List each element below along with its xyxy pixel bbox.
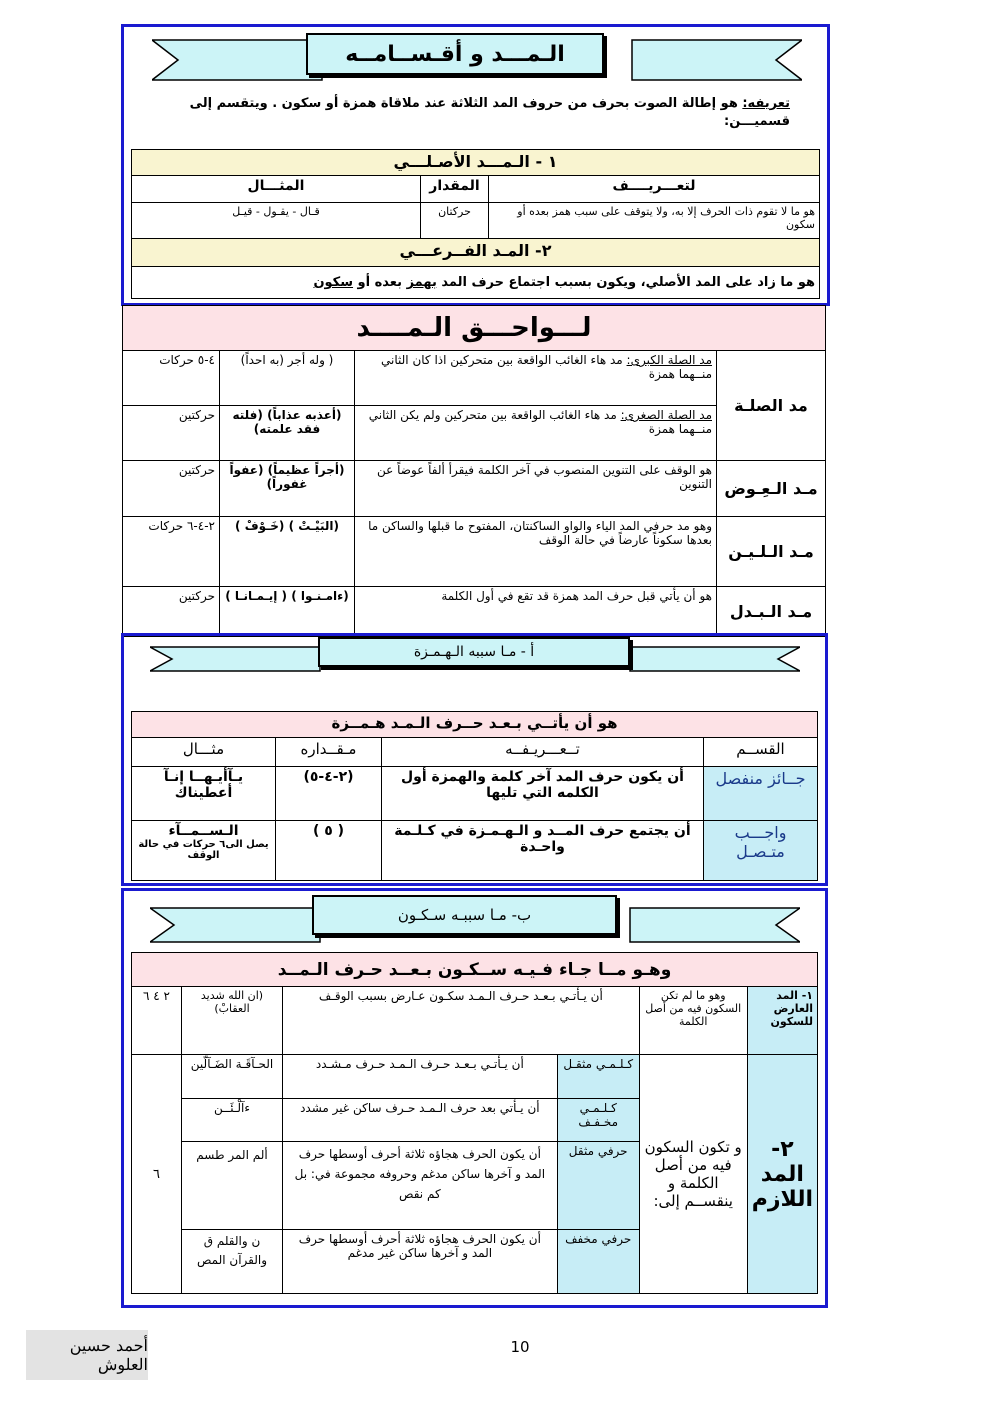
hamza-type-munfasil: جــائز منفصل [704,767,818,821]
hamza-amount-1: ( ٥ ) [276,821,382,881]
asli-table [131,149,820,299]
hamza-table [131,711,818,881]
hamza-header-type: القســم [704,738,818,767]
page-number: 10 [510,1338,530,1356]
asli-def: هو ما لا تقوم ذات الحرف إلا به، ولا يتوقف على سبب همز بعده أو سكون [489,203,820,239]
lazim-def-3: أن يكون الحرف هجاؤه ثلاثة أحرف أوسطها حرف المد و آخرها ساكن غير مدغم [283,1230,558,1294]
lawahiq-type-leen: مـد الـلـيـن [717,517,826,587]
definition [150,95,790,131]
hamza-example-0: يـآأيـهــا إنـآ أعطيناك [132,767,276,821]
lawahiq-example-1: (أعذبه عذاباً) (فلته فقد علمته) [220,406,355,461]
lawahiq-amount-2: حركتين [123,461,220,517]
lawahiq-example-3: (البَيْـتْ ) (خَـوْفْ ) [220,517,355,587]
lawahiq-amount-1: حركتين [123,406,220,461]
signature-logo: أحمد حسين العلوش [26,1330,148,1380]
aarid-side-label: ١- المد العارض للسكون [747,987,817,1055]
page-title: الـمـــد و أقـســامــه [306,33,604,75]
lazim-side-label: ٢- المد اللازم [747,1055,817,1294]
definition-text: هو إطالة الصوت بحرف من حروف المد الثلاثة عند ملاقاة همزة أو سكون . ويتقسم إلى قسميـــن: [189,96,790,129]
hamza-example-cell-1 [132,821,276,881]
lazim-example-0: الحـآقَـة الضَـآلّين [182,1055,283,1099]
lazim-type-0: كـلـمـي مثقـل [557,1055,639,1099]
hamza-note-1: يصل الى٦ حركات في حالة الوقف [138,839,269,861]
lazim-example-2: ألم المر طسم [182,1142,283,1230]
lawahiq-def-1 [355,406,717,461]
lawahiq-type-iwad: مـد الـعِـوض [717,461,826,517]
far3i-text [132,267,820,299]
lawahiq-def-4: هو أن يأتي قبل حرف المد همزة قد تقع في أول الكلمة [355,587,717,637]
lawahiq-table [122,305,826,637]
far3i-text-2: بعده أو [353,275,407,290]
asli-header-amount: المقدار [421,176,489,203]
asli-heading: ١ - الـمـــد الأصـلـــي [132,150,820,176]
far3i-heading: ٢- المـد الفــرعـــي [132,239,820,267]
hamza-heading: هو أن يأتــي بـعـد حــرف الـمـد هـمــزة [132,712,818,738]
hamza-amount-0: (٢-٤-٥) [276,767,382,821]
asli-amount: حركتان [421,203,489,239]
lazim-def-1: أن يـأتي بعد حرف الـمـد حـرف ساكن غير مشدد [283,1099,558,1142]
lawahiq-type-badal: مـد الـبـدل [717,587,826,637]
lawahiq-amount-4: حركتين [123,587,220,637]
hamza-def-1: أن يجتمع حرف المــد و الـهـمـزة في كـلـمة واحـدة [382,821,704,881]
hamza-type-muttasil: واجـــب متـصـل [704,821,818,881]
hamza-header-amount: مـقــداره [276,738,382,767]
sukun-table [131,952,818,1294]
lazim-def-2: أن يكون الحرف هجاؤه ثلاثة أحرف أوسطها حرف المد و آخرها ساكن مدغم وحروفه مجموعة في: بل كم نقص [283,1142,558,1230]
sukun-heading: وهـو مــا جـاء فـيـه ســكـون بـعــد حـرف الـمــد [132,953,818,987]
lawahiq-def-text-1: مد هاء الغائب الواقعة بين متحركين ولم يكن الثاني منــهما همزة [368,408,712,436]
lawahiq-def-0 [355,351,717,406]
hamza-example-1: الـســمــآء [168,823,239,839]
sukun-ribbon: ب- مـا سببـه سـكـون [312,895,617,935]
lazim-example-1: ءآلْـئَــن [182,1099,283,1142]
lazim-type-1: كـلـمـي مخـفـف [557,1099,639,1142]
hamza-def-0: أن يكون حرف المد آخر كلمة والهمزة أول الكلمه التي تليها [382,767,704,821]
far3i-text-1: هو ما زاد على المد الأصلي، ويكون بسبب اجتماع حرف المد [436,275,815,290]
aarid-def: أن يـأتـي بـعـد حـرف الـمـد سكـون عـارض بسبب الوقـف [283,987,640,1055]
asli-header-def: لتعـــريــــف [489,176,820,203]
far3i-sukun: سكون [313,275,354,290]
lawahiq-def-3: وهو مد حرفي المد الياء والواو الساكنتان، المفتوح ما قبلها والساكن ما بعدها سكوناً عارضاً في حالة الوقف [355,517,717,587]
hamza-header-example: مثـــال [132,738,276,767]
lazim-example-3: ن والقلم ق والقرآن المص [182,1230,283,1294]
definition-label: تعريفه: [742,96,790,111]
lawahiq-def-text-0: مد هاء الغائب الواقعة بين متحركين اذا كان الثاني منــهما همزة [381,353,712,381]
lazim-def-0: أن يـأتـي بـعـد حـرف الـمـد حـرف مـشـدد [283,1055,558,1099]
lawahiq-heading: لـــواحـــق الـمــــد [123,306,826,351]
lawahiq-example-2: (أجراً عظيماً) (عفواً غفوراً) [220,461,355,517]
far3i-hamz: بهمز [406,275,437,290]
asli-header-example: المثـــال [132,176,421,203]
lawahiq-example-0: ( وله أجر (به احداً) [220,351,355,406]
lawahiq-amount-0: ٤-٥ حركات [123,351,220,406]
lawahiq-example-4: (ءامـنـوا ) ( إيـمـانـا ) [220,587,355,637]
lawahiq-type-sila: مد الصلـة [717,351,826,461]
lawahiq-def-label-1: مد الصلة الصغرى: [620,408,712,422]
asli-example: قـال - يقـول - قيـل [132,203,421,239]
lazim-type-3: حرفي مخفف [557,1230,639,1294]
lawahiq-def-label-0: مد الصلة الكبرى: [626,353,712,367]
lazim-amount: ٦ [132,1055,182,1294]
lazim-desc: و تكون السكون فيه من أصل الكلمة و ينقســم إلى: [639,1055,747,1294]
hamza-header-def: تــعـــريـفــه [382,738,704,767]
lawahiq-def-2: هو الوقف على التنوين المنصوب في آخر الكلمة فيقرأ ألفاً عوضاً عن التنوين [355,461,717,517]
aarid-example: (ان الله شديد العقابْ) [182,987,283,1055]
aarid-desc: وهو ما لم تكن السكون فيه من أصل الكلمة [639,987,747,1055]
lazim-type-2: حرفي مثقل [557,1142,639,1230]
aarid-amount: ٢ ٤ ٦ [132,987,182,1055]
lawahiq-amount-3: ٢-٤-٦ حركات [123,517,220,587]
hamza-ribbon: أ - مـا سببه الـهـمـزة [318,637,630,667]
